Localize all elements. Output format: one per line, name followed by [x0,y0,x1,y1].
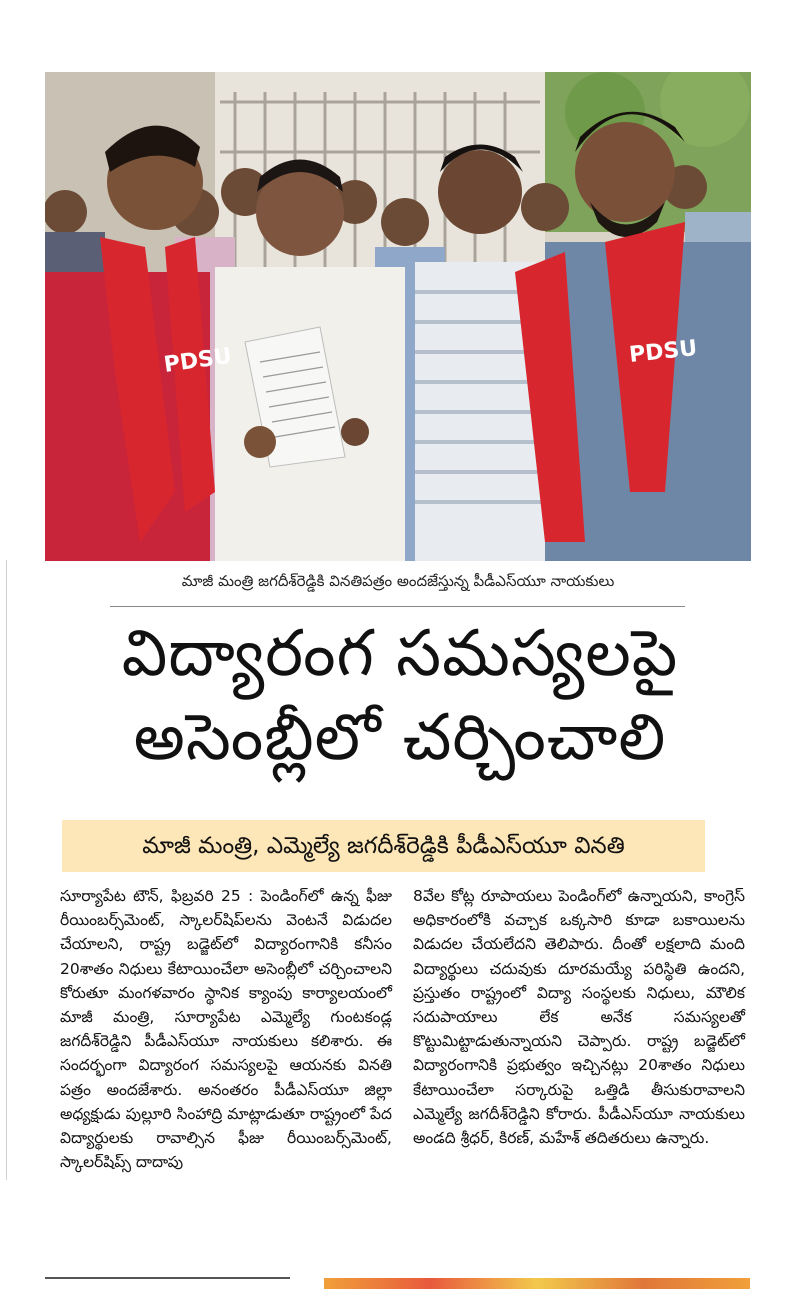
article-column-left [60,884,392,1174]
bottom-divider [45,1277,290,1279]
headline-line-2: అసెంబ్లీలో చర్చించాలి [133,701,667,775]
caption-divider [110,606,685,607]
photo-caption: మాజీ మంత్రి జగదీశ్‌రెడ్డికి వినతిపత్రం అందజేస్తున్న పీడీఎస్‌యూ నాయకులు [181,572,615,590]
column-divider [6,560,7,1180]
subhead: మాజీ మంత్రి, ఎమ్మెల్యే జగదీశ్‌రెడ్డికి పీడీఎస్‌యూ వినతి [142,833,625,859]
scarf-text-left: PDSU [162,343,234,378]
scarf-text-right: PDSU [628,335,699,368]
news-photo [45,72,751,561]
article-text-left: సూర్యాపేట టౌన్‌, ఫిబ్రవరి 25 : పెండింగ్‌లో ఉన్న ఫీజు రీయింబర్స్‌మెంట్‌, స్కాలర్‌షిప్‌లను వెంటనే విడుదల చేయాలని, రాష్ట్ర బడ్జెట్‌లో విద్యారంగానికి కనీసం 20శాతం నిధులు కేటాయించేలా అసెంబ్లీలో చర్చించాలని కోరుతూ మంగళవారం స్థానిక క్యాంపు కార్యాలయంలో మాజీ మంత్రి, సూర్యాపేట ఎమ్మెల్యే గుంటకండ్ల జగదీశ్‌రెడ్డిని పీడీఎస్‌యూ నాయకులు కలిశారు. ఈ సందర్భంగా విద్యారంగ సమస్యలపై ఆయనకు వినతి పత్రం అందజేశారు. అనంతరం పీడీఎస్‌యూ జిల్లా అధ్యక్షుడు పుల్లూరి సింహాద్రి మాట్లాడుతూ రాష్ట్రంలో పేద విద్యార్థులకు రావాల్సిన ఫీజు రీయింబర్స్‌మెంట్‌, స్కాలర్‌షిప్స్‌ దాదాపు [60,887,392,1172]
headline [40,612,760,780]
adjacent-ad-strip [324,1278,750,1289]
article-text-right: 8వేల కోట్ల రూపాయలు పెండింగ్‌లో ఉన్నాయని, కాంగ్రెస్‌ అధికారంలోకి వచ్చాక ఒక్కసారి కూడా బకాయిలను విడుదల చేయలేదని తెలిపారు. దీంతో లక్షలాది మంది విద్యార్థులు చదువుకు దూరమయ్యే పరిస్థితి ఉందని, ప్రస్తుతం రాష్ట్రంలో విద్యా సంస్థలకు నిధులు, మౌలిక సదుపాయాలు లేక అనేక సమస్యలతో కొట్టుమిట్టాడుతున్నాయని చెప్పారు. రాష్ట్ర బడ్జెట్‌లో విద్యారంగానికి ప్రభుత్వం ఇచ్చినట్లు 20శాతం నిధులు కేటాయించేలా సర్కారుపై ఒత్తిడి తీసుకురావాలని ఎమ్మెల్యే జగదీశ్‌రెడ్డిని కోరారు. పీడీఎస్‌యూ నాయకులు అండది శ్రీధర్‌, కిరణ్‌, మహేశ్‌ తదితరులు ఉన్నారు. [413,887,745,1148]
headline-line-1: విద్యారంగ సమస్యలపై [121,617,679,691]
article-column-right [413,884,745,1150]
